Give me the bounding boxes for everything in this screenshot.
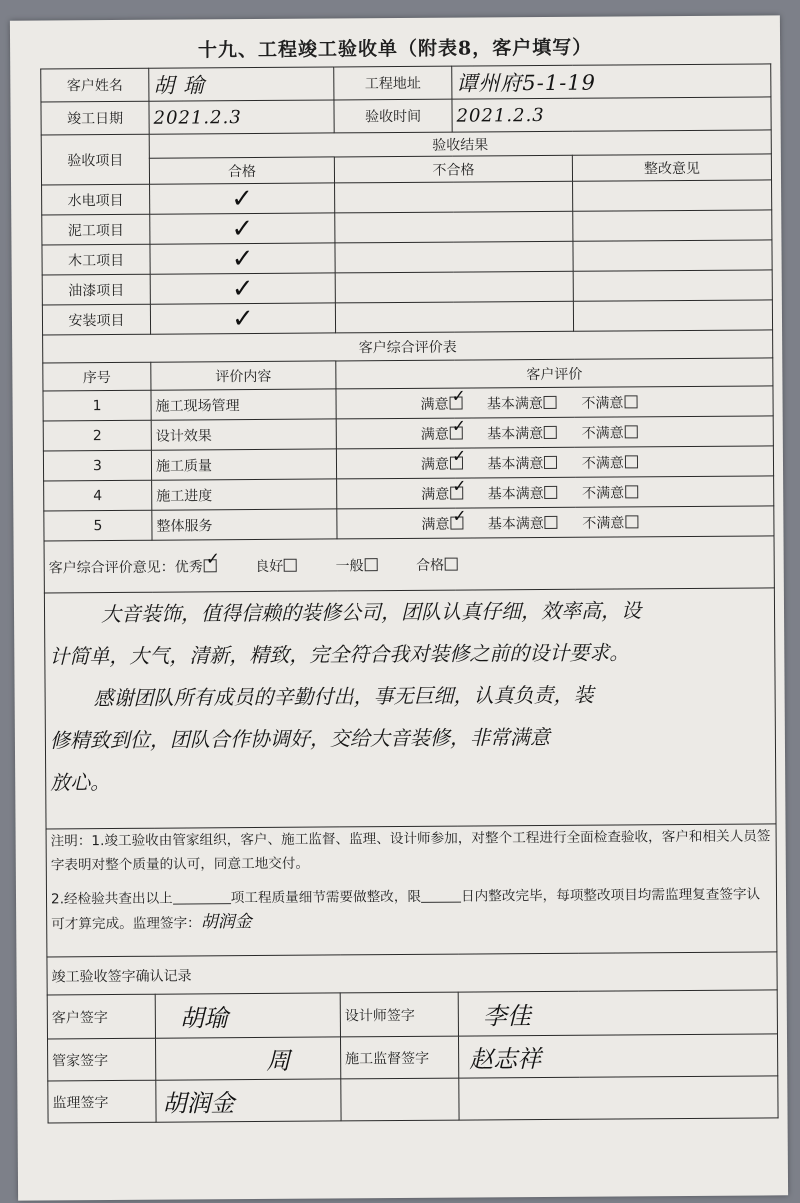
- unsatisfied-option[interactable]: 不满意: [582, 452, 638, 472]
- acceptance-time-label: 验收时间: [334, 99, 452, 133]
- acceptance-item-name: 水电项目: [42, 184, 150, 215]
- checkbox[interactable]: [284, 558, 297, 571]
- empty-cell: [459, 1076, 778, 1120]
- acceptance-form-table: [40, 63, 778, 1123]
- pass-check-mark: ✓: [150, 303, 335, 334]
- col-pass-header: 合格: [149, 157, 334, 184]
- fail-cell: [335, 241, 573, 273]
- overall-option-excellent[interactable]: 优秀✓: [175, 556, 217, 576]
- unsatisfied-option[interactable]: 不满意: [581, 392, 637, 412]
- fail-cell: [335, 301, 573, 333]
- checkbox[interactable]: [445, 557, 458, 570]
- acceptance-item-header: 验收项目: [41, 134, 149, 185]
- customer-name-value: 胡 瑜: [149, 67, 334, 101]
- site-address-value: 谭州府5-1-19: [452, 64, 771, 99]
- site-supervisor-signature-label: 施工监督签字: [340, 1036, 458, 1079]
- checkbox[interactable]: [545, 485, 558, 498]
- comment-line: 大音装饰，值得信赖的装修公司，团队认真仔细，效率高，设: [100, 598, 642, 627]
- steward-signature: 周: [155, 1037, 340, 1080]
- empty-cell: [341, 1078, 459, 1121]
- customer-signature-label: 客户签字: [47, 994, 155, 1039]
- rectify-cell: [573, 270, 772, 301]
- checkbox[interactable]: [625, 455, 638, 468]
- satisfied-option[interactable]: 满意✓: [421, 423, 463, 443]
- comment-line: 放心。: [50, 770, 111, 795]
- basic-satisfied-option[interactable]: 基本满意: [487, 452, 557, 472]
- eval-col-no: 序号: [43, 362, 151, 391]
- fail-cell: [335, 181, 573, 213]
- checkbox[interactable]: [544, 425, 557, 438]
- rectify-cell: [573, 240, 772, 271]
- designer-signature-label: 设计师签字: [340, 992, 458, 1037]
- completion-date-value: 2021.2.3: [149, 100, 334, 134]
- form-title: 十九、工程竣工验收单（附表8，客户填写）: [197, 36, 593, 62]
- steward-signature-label: 管家签字: [48, 1038, 156, 1081]
- overall-option-average[interactable]: 一般: [336, 555, 378, 575]
- note-supervisor-signature: 胡润金: [200, 912, 252, 933]
- eval-content: 施工现场管理: [151, 389, 336, 420]
- basic-satisfied-option[interactable]: 基本满意: [487, 392, 557, 412]
- fail-cell: [335, 211, 573, 243]
- checkbox[interactable]: [544, 455, 557, 468]
- rectify-cell: [573, 210, 772, 241]
- eval-no: 2: [43, 420, 151, 451]
- basic-satisfied-option[interactable]: 基本满意: [488, 512, 558, 532]
- designer-signature: 李佳: [458, 990, 777, 1036]
- site-address-label: 工程地址: [334, 66, 452, 100]
- unsatisfied-option[interactable]: 不满意: [582, 512, 638, 532]
- checkbox[interactable]: [625, 485, 638, 498]
- blank-days[interactable]: [421, 888, 461, 903]
- eval-col-content: 评价内容: [151, 361, 336, 390]
- acceptance-result-header: 验收结果: [149, 130, 771, 158]
- signoff-title: 竣工验收签字确认记录: [47, 952, 777, 995]
- pass-check-mark: ✓: [150, 273, 335, 304]
- satisfied-option[interactable]: 满意✓: [421, 453, 463, 473]
- customer-signature: 胡瑜: [155, 993, 340, 1038]
- checkbox[interactable]: [544, 395, 557, 408]
- pass-check-mark: ✓: [150, 213, 335, 244]
- checkbox[interactable]: [365, 558, 378, 571]
- eval-no: 4: [44, 480, 152, 511]
- checkbox[interactable]: [625, 515, 638, 528]
- overall-option-qualified[interactable]: 合格: [416, 554, 458, 574]
- supervisor-signature-label: 监理签字: [48, 1080, 156, 1123]
- pass-check-mark: ✓: [150, 243, 335, 274]
- notes-cell: [46, 824, 777, 957]
- checkbox-checked[interactable]: [450, 456, 463, 469]
- satisfied-option[interactable]: 满意✓: [421, 483, 463, 503]
- basic-satisfied-option[interactable]: 基本满意: [488, 482, 558, 502]
- blank-item-count[interactable]: [173, 889, 231, 904]
- col-fail-header: 不合格: [334, 155, 572, 183]
- unsatisfied-option[interactable]: 不满意: [582, 422, 638, 442]
- form-sheet: [10, 15, 788, 1200]
- checkbox-checked[interactable]: [204, 559, 217, 572]
- eval-content: 施工进度: [152, 479, 337, 510]
- checkbox[interactable]: [624, 395, 637, 408]
- eval-col-rating: 客户评价: [336, 358, 773, 389]
- overall-option-good[interactable]: 良好: [255, 555, 297, 575]
- overall-opinion-row: [44, 536, 774, 593]
- eval-content: 施工质量: [151, 449, 336, 480]
- comment-line: 修精致到位，团队合作协调好，交给大音装修，非常满意: [49, 724, 550, 753]
- rectify-cell: [573, 300, 772, 331]
- pass-check-mark: ✓: [150, 183, 335, 214]
- satisfied-option[interactable]: 满意✓: [421, 513, 463, 533]
- note-2: 2.经检验共查出以上 项工程质量细节需要做整改，限 日内整改完毕，每项整改项目均需监理复查签字认可才算完成。监理签字：胡润金: [50, 886, 761, 933]
- col-rectify-header: 整改意见: [572, 154, 771, 181]
- unsatisfied-option[interactable]: 不满意: [582, 482, 638, 502]
- comment-line: 感谢团队所有成员的辛勤付出，事无巨细，认真负责，装: [93, 682, 594, 711]
- evaluation-title: 客户综合评价表: [43, 330, 773, 363]
- comment-line: 计简单，大气，清新，精致，完全符合我对装修之前的设计要求。: [49, 640, 630, 669]
- eval-content: 整体服务: [152, 509, 337, 540]
- fail-cell: [335, 271, 573, 303]
- rectify-cell: [573, 180, 772, 211]
- eval-no: 5: [44, 510, 152, 541]
- basic-satisfied-option[interactable]: 基本满意: [487, 422, 557, 442]
- supervisor-signature: 胡润金: [156, 1079, 341, 1122]
- satisfied-option[interactable]: 满意✓: [421, 393, 463, 413]
- site-supervisor-signature: 赵志祥: [458, 1034, 777, 1078]
- acceptance-item-name: 安装项目: [42, 304, 150, 335]
- customer-name-label: 客户姓名: [41, 68, 149, 102]
- checkbox[interactable]: [545, 515, 558, 528]
- eval-no: 1: [43, 390, 151, 421]
- customer-comment: [44, 588, 776, 829]
- checkbox-checked[interactable]: [450, 516, 463, 529]
- overall-opinion-label: 客户综合评价意见：: [48, 559, 175, 576]
- checkbox-checked[interactable]: [450, 426, 463, 439]
- eval-no: 3: [43, 450, 151, 481]
- note-1: 注明：1.竣工验收由管家组织，客户、施工监督、监理、设计师参加，对整个工程进行全面检查验收，客户和相关人员签字表明对整个质量的认可，同意工地交付。: [50, 828, 771, 874]
- acceptance-item-name: 油漆项目: [42, 274, 150, 305]
- acceptance-item-name: 木工项目: [42, 244, 150, 275]
- checkbox-checked[interactable]: [450, 396, 463, 409]
- eval-content: 设计效果: [151, 419, 336, 450]
- acceptance-time-value: 2021.2.3: [452, 97, 771, 132]
- checkbox-checked[interactable]: [450, 486, 463, 499]
- acceptance-item-name: 泥工项目: [42, 214, 150, 245]
- completion-date-label: 竣工日期: [41, 101, 149, 135]
- checkbox[interactable]: [625, 425, 638, 438]
